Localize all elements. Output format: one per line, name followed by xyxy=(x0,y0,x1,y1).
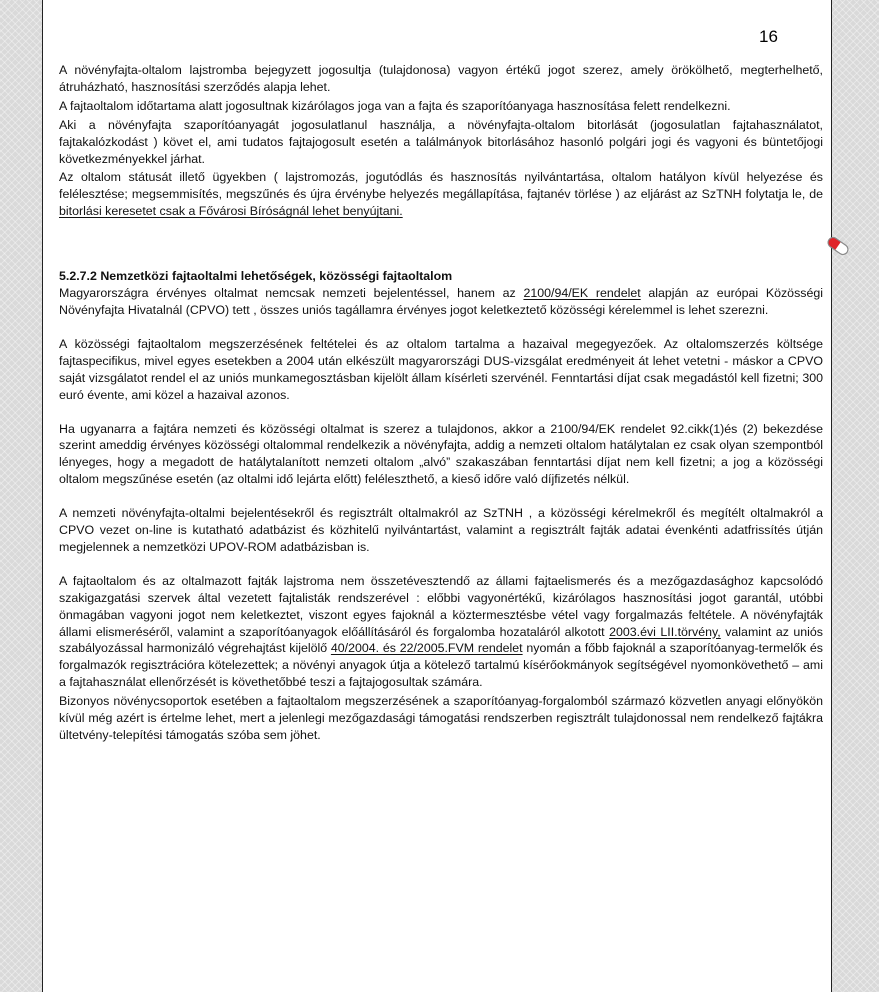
registry-text-b: valamint az uniós szabályozással harmonizáló végrehajtást kijelölő xyxy=(59,624,823,656)
paragraph-variety-registry xyxy=(59,573,823,691)
court-link[interactable]: bitorlási keresetet csak a Fővárosi Bíróságnál lehet benyújtani. xyxy=(59,204,403,219)
page-number: 16 xyxy=(759,27,778,46)
section-heading: 5.2.7.2 Nemzetközi fajtaoltalmi lehetőségek, közösségi fajtaoltalom xyxy=(59,269,453,284)
document-page xyxy=(42,0,832,992)
paragraph-databases: A nemzeti növényfajta-oltalmi bejelentésekről és regisztrált oltalmakról az SzTNH , a közösségi kérelmekről és megítélt oltalmakról a CPVO vezet on-line is kutatható adatbázist és közhitelű nyilvántartást, valamint a regisztrált fajták adatai évenkénti adatfrissítés útján megjelennek a nemzetközi UPOV-ROM adatbázisban is. xyxy=(59,506,823,554)
registry-text-a: A fajtaoltalom és az oltalmazott fajták lajstroma nem összetévesztendő az állami fajtaelismerés és a mezőgazdasághoz kapcsolódó szakigazgatási szervek által vezetett fajtalisták rendszerével : előbbi vagyonértékű, kizárólagos hasznosítási jogot garantál, utóbbi önmagában vagyoni jogot nem keletkeztet, viszont egyes fajoknál a köztermesztésbe vétel vagy forgalmazás feltétele. A növényfajták állami elismeréséről, valamint a szaporítóanyagok előállításáról és forgalomba hozataláról alkotott xyxy=(59,573,823,639)
registry-text-c: nyomán a főbb fajoknál a szaporítóanyag-termelők és forgalmazók regisztrációra kötelezettek; a növényi anyagok útja a kötelező tartalmú kísérőokmányok segítségével nyomonkövethető – ami a fajtahasználat ellenőrzését is követhetőbbé teszi a fajtajogosultak számára. xyxy=(59,641,823,690)
regulation-link[interactable]: 2100/94/EK rendelet xyxy=(523,286,641,301)
paragraph-procedure xyxy=(59,169,823,220)
paragraph-plant-groups: Bizonyos növénycsoportok esetében a fajtaoltalom megszerzésének a szaporítóanyag-forgalomból származó közvetlen anyagi előnyökön kívül még azért is értelme lehet, mert a jelenlegi mezőgazdasági támogatási rendszerben regisztrált tulajdonossal nem rendelkező fajtákra ültetvény-telepítési támogatás szóba sem jöhet. xyxy=(59,694,823,742)
paragraph-infringement: Aki a növényfajta szaporítóanyagát jogosulatlanul használja, a növényfajta-oltalom bitorlását (jogosulatlan fajtahasználatot, fajtakalózkodást ) követ el, ami tudatos fajtajogosult esetén a találmányok bitorlásához hasonló polgári jogi és vagyoni és büntetőjogi következményekkel járhat. xyxy=(59,117,823,166)
paragraph-community-protection xyxy=(59,285,823,319)
procedure-text: Az oltalom státusát illető ügyekben ( lajstromozás, jogutódlás és hasznosítás nyilvántartása, oltalom hatályon kívül helyezése és felélesztése; megsemmisítés, megszűnés és újra érvénybe helyezés megállapítása, fajtanév törlése ) az eljárást az SzTNH folytatja le, de xyxy=(59,170,823,202)
fvm-regulation-link[interactable]: 40/2004. és 22/2005.FVM rendelet xyxy=(330,641,523,656)
document-body xyxy=(59,62,823,744)
community-text-b: alapján az európai Közösségi Növényfajta Hivatalnál (CPVO) tett , összes uniós tagállamra érvényes jogot keletkeztető közösségi kérelemmel is lehet szerezni. xyxy=(59,286,823,317)
flag-icon xyxy=(824,233,852,259)
paragraph-ownership: A növényfajta-oltalom lajstromba bejegyzett jogosultja (tulajdonosa) vagyon értékű jogot szerez, amely örökölhető, megterhelhető, átruházható, hasznosítási szerződés alapja lehet. xyxy=(59,63,823,94)
paragraph-dual-protection: Ha ugyanarra a fajtára nemzeti és közösségi oltalmat is szerez a tulajdonos, akkor a 2100/94/EK rendelet 92.cikk(1)és (2) bekezdése szerint ameddig érvényes közösségi oltalommal rendelkezik a növényfajta, addig a nemzeti oltalom hatálytalan ez csak olyan szempontból lényeges, hogy a megadott de hatálytalanított nemzeti oltalom „alvó” szakaszában fenntartási díjat nem kell fizetni; a jog a közösségi oltalom megszűnése esetén (az oltalmi idő lejárta előtt) feléleszthető, a kieső időre való díjfizetés nélkül. xyxy=(59,421,823,487)
paragraph-conditions: A közösségi fajtaoltalom megszerzésének feltételei és az oltalom tartalma a hazaival megegyezőek. Az oltalomszerzés költsége fajtaspecifikus, mivel egyes esetekben a 2004 után elkészült magyarországi DUS-vizsgálat eredményeit át lehet vetetni - máskor a CPVO saját vizsgálatot rendel el az uniós munkamegosztásban kijelölt állam kísérleti szervénél. Fenntartási díjat csak megadástól kell fizetni; 300 euró évente, ami közel a hazaival azonos. xyxy=(59,336,823,402)
paragraph-exclusive-rights: A fajtaoltalom időtartama alatt jogosultnak kizárólagos joga van a fajta és szaporítóanyaga hasznosítása felett rendelkezni. xyxy=(59,98,731,113)
community-text-a: Magyarországra érvényes oltalmat nemcsak nemzeti bejelentéssel, hanem az xyxy=(59,286,524,301)
law-link[interactable]: 2003.évi LII.törvény, xyxy=(609,624,721,639)
